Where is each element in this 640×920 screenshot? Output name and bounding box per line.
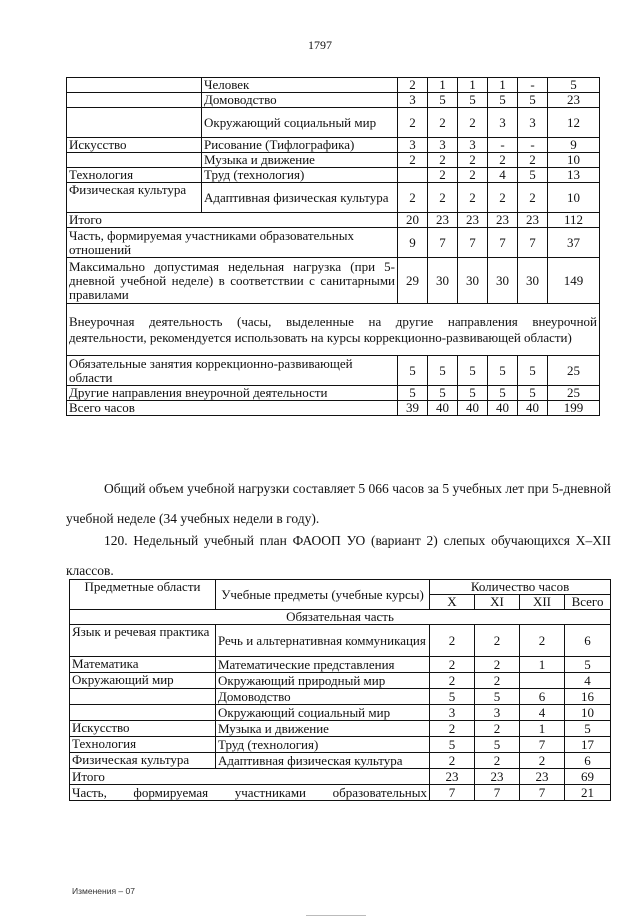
table-row (70, 737, 611, 753)
hours-cell: 2 (428, 168, 458, 183)
subject-area-cell: Окружающий мир (70, 673, 216, 689)
hours-cell: 2 (398, 108, 428, 138)
hours-cell: 40 (518, 401, 548, 416)
hours-cell: 30 (518, 258, 548, 304)
subject-cell: Рисование (Тифлографика) (202, 138, 398, 153)
plan-120-text: 120. Недельный учебный план ФАООП УО (вариант 2) слепых обучающихся X–XII классов. (66, 533, 611, 578)
hours-cell: 2 (520, 753, 565, 769)
subject-area-cell (70, 705, 216, 721)
table-row (70, 625, 611, 657)
mandatory-part-cell: Обязательная часть (70, 610, 611, 625)
grade-column-header: X (430, 595, 475, 610)
hours-cell: 2 (398, 153, 428, 168)
hours-cell: - (518, 138, 548, 153)
hours-cell: 21 (565, 785, 611, 801)
hours-cell: 40 (428, 401, 458, 416)
hours-cell: 5 (518, 168, 548, 183)
hours-cell: 10 (548, 153, 600, 168)
hours-cell: 5 (458, 356, 488, 386)
hours-cell: 5 (458, 386, 488, 401)
hours-cell: 5 (428, 356, 458, 386)
hours-cell: 5 (428, 386, 458, 401)
subject-cell: Музыка и движение (202, 153, 398, 168)
hours-cell: 3 (475, 705, 520, 721)
total-load-text: Общий объем учебной нагрузки составляет 5 066 часов за 5 учебных лет при 5-дневной учебной неделе (34 учебных недели в году). (66, 481, 611, 526)
hours-cell: 2 (430, 673, 475, 689)
page-number: 1797 (308, 38, 332, 52)
hours-cell: 2 (430, 625, 475, 657)
hours-cell: 6 (565, 753, 611, 769)
subject-area-cell: Физическая культура (70, 753, 216, 769)
hours-cell: 9 (398, 228, 428, 258)
hours-cell: 4 (565, 673, 611, 689)
hours-cell: 149 (548, 258, 600, 304)
hours-cell: 1 (520, 657, 565, 673)
table-row (70, 753, 611, 769)
hours-cell: 4 (488, 168, 518, 183)
subject-cell: Адаптивная физическая культура (202, 183, 398, 213)
subject-area-cell (67, 153, 202, 168)
hours-cell: 199 (548, 401, 600, 416)
hours-cell: 2 (458, 168, 488, 183)
hours-cell: 5 (488, 386, 518, 401)
hours-cell: 3 (458, 138, 488, 153)
hours-cell: 12 (548, 108, 600, 138)
hours-cell: 13 (548, 168, 600, 183)
hours-cell: 5 (430, 689, 475, 705)
hours-cell: 5 (565, 657, 611, 673)
hours-cell: 2 (428, 108, 458, 138)
hours-cell: 16 (565, 689, 611, 705)
subject-area-cell: Математика (70, 657, 216, 673)
study-plan-table-continued (66, 77, 600, 416)
itogo-row (67, 213, 600, 228)
hours-cell: 3 (518, 108, 548, 138)
hours-cell: 30 (458, 258, 488, 304)
table-row (70, 705, 611, 721)
subject-cell: Математические представления (216, 657, 430, 673)
hours-cell: 30 (488, 258, 518, 304)
plan-120-heading (66, 526, 611, 586)
hours-cell: 6 (520, 689, 565, 705)
hours-cell: 5 (518, 356, 548, 386)
table-row (67, 93, 600, 108)
hours-cell: 2 (520, 625, 565, 657)
total-load-paragraph (66, 474, 611, 534)
hours-cell: 5 (430, 737, 475, 753)
page-edge-mark (306, 915, 366, 920)
table-row (67, 108, 600, 138)
max-load-row (67, 258, 600, 304)
footer-note: Изменения – 07 (72, 886, 135, 896)
max-load-row-label: Максимально допустимая недельная нагрузка (при 5-дневной учебной неделе) в соответствии с санитарными правилами (67, 258, 398, 304)
hours-cell: 2 (518, 183, 548, 213)
hours-cell: 23 (548, 93, 600, 108)
hours-cell: 23 (430, 769, 475, 785)
subject-cell: Труд (технология) (202, 168, 398, 183)
subject-cell: Адаптивная физическая культура (216, 753, 430, 769)
extracurricular-row (67, 304, 600, 356)
table-row (67, 168, 600, 183)
hours-cell: 5 (398, 386, 428, 401)
hours-cell: 4 (520, 705, 565, 721)
hours-cell: 10 (548, 183, 600, 213)
hours-cell: 1 (428, 78, 458, 93)
table-row (70, 673, 611, 689)
hours-cell: 2 (398, 78, 428, 93)
other-directions-row-label: Другие направления внеурочной деятельности (67, 386, 398, 401)
hours-cell: 7 (520, 737, 565, 753)
hours-cell: 2 (488, 153, 518, 168)
hours-cell: 25 (548, 386, 600, 401)
hours-cell: 2 (518, 153, 548, 168)
header-row (70, 580, 611, 595)
hours-cell: 3 (428, 138, 458, 153)
hours-cell: - (518, 78, 548, 93)
subject-cell: Человек (202, 78, 398, 93)
other-directions-row (67, 386, 600, 401)
hours-cell (520, 673, 565, 689)
hours-cell: 6 (565, 625, 611, 657)
hours-cell: 2 (475, 673, 520, 689)
table-row (70, 721, 611, 737)
hours-cell: - (488, 138, 518, 153)
header-hours: Количество часов (430, 580, 611, 595)
hours-cell: 10 (565, 705, 611, 721)
hours-cell: 2 (430, 657, 475, 673)
subject-area-cell: Технология (70, 737, 216, 753)
hours-cell: 5 (518, 93, 548, 108)
hours-cell: 2 (488, 183, 518, 213)
grade-column-header: XI (475, 595, 520, 610)
table-row (67, 78, 600, 93)
subject-cell: Домоводство (202, 93, 398, 108)
extracurricular-cell: Внеурочная деятельность (часы, выделенные на другие направления внеурочной деятельности, рекомендуется использовать на курсы коррекционно-развивающей области) (67, 304, 600, 356)
mandatory-part-row (70, 610, 611, 625)
hours-cell: 1 (488, 78, 518, 93)
hours-cell: 23 (488, 213, 518, 228)
hours-cell: 2 (458, 153, 488, 168)
subject-area-cell: Язык и речевая практика (70, 625, 216, 657)
hours-cell: 2 (430, 753, 475, 769)
hours-cell: 69 (565, 769, 611, 785)
hours-cell: 7 (520, 785, 565, 801)
total-hours-row-label: Всего часов (67, 401, 398, 416)
hours-cell: 2 (475, 721, 520, 737)
hours-cell: 5 (475, 737, 520, 753)
mandatory-correction-row (67, 356, 600, 386)
header-areas: Предметные области (70, 580, 216, 610)
table-row (70, 657, 611, 673)
table-row (70, 689, 611, 705)
participants-part-row (67, 228, 600, 258)
hours-cell: 1 (458, 78, 488, 93)
hours-cell: 7 (458, 228, 488, 258)
hours-cell: 5 (518, 386, 548, 401)
hours-cell: 3 (430, 705, 475, 721)
hours-cell: 5 (565, 721, 611, 737)
hours-cell: 3 (488, 108, 518, 138)
hours-cell: 25 (548, 356, 600, 386)
hours-cell: 17 (565, 737, 611, 753)
participants-part-row-label: Часть, формируемая участниками образовательных отношений (67, 228, 398, 258)
hours-cell: 5 (428, 93, 458, 108)
itogo-row-label: Итого (67, 213, 398, 228)
itogo-row-label: Итого (70, 769, 430, 785)
grade-column-header: Всего (565, 595, 611, 610)
hours-cell: 2 (428, 183, 458, 213)
subject-cell: Речь и альтернативная коммуникация (216, 625, 430, 657)
hours-cell: 5 (458, 93, 488, 108)
hours-cell: 5 (398, 356, 428, 386)
hours-cell: 2 (398, 183, 428, 213)
hours-cell: 2 (458, 183, 488, 213)
hours-cell: 37 (548, 228, 600, 258)
subject-area-cell: Физическая культура (67, 183, 202, 213)
hours-cell (398, 168, 428, 183)
hours-cell: 7 (428, 228, 458, 258)
hours-cell: 2 (458, 108, 488, 138)
hours-cell: 39 (398, 401, 428, 416)
hours-cell: 7 (488, 228, 518, 258)
hours-cell: 2 (475, 625, 520, 657)
total-hours-row (67, 401, 600, 416)
hours-cell: 5 (548, 78, 600, 93)
participants-part-row (70, 785, 611, 801)
hours-cell: 3 (398, 93, 428, 108)
hours-cell: 5 (475, 689, 520, 705)
subject-cell: Домоводство (216, 689, 430, 705)
header-subjects: Учебные предметы (учебные курсы) (216, 580, 430, 610)
hours-cell: 2 (428, 153, 458, 168)
subject-area-cell: Технология (67, 168, 202, 183)
subject-cell: Музыка и движение (216, 721, 430, 737)
subject-cell: Окружающий природный мир (216, 673, 430, 689)
hours-cell: 40 (458, 401, 488, 416)
hours-cell: 20 (398, 213, 428, 228)
subject-area-cell (70, 689, 216, 705)
hours-cell: 7 (430, 785, 475, 801)
subject-area-cell (67, 93, 202, 108)
hours-cell: 40 (488, 401, 518, 416)
subject-area-cell: Искусство (67, 138, 202, 153)
study-plan-table-x-xii (69, 579, 611, 801)
hours-cell: 2 (475, 753, 520, 769)
hours-cell: 2 (475, 657, 520, 673)
hours-cell: 5 (488, 356, 518, 386)
subject-area-cell (67, 78, 202, 93)
table-row (67, 183, 600, 213)
hours-cell: 29 (398, 258, 428, 304)
subject-area-cell: Искусство (70, 721, 216, 737)
grade-column-header: XII (520, 595, 565, 610)
table-row (67, 153, 600, 168)
hours-cell: 5 (488, 93, 518, 108)
hours-cell: 30 (428, 258, 458, 304)
hours-cell: 23 (520, 769, 565, 785)
hours-cell: 2 (430, 721, 475, 737)
hours-cell: 7 (475, 785, 520, 801)
hours-cell: 112 (548, 213, 600, 228)
hours-cell: 1 (520, 721, 565, 737)
subject-cell: Окружающий социальный мир (216, 705, 430, 721)
hours-cell: 23 (428, 213, 458, 228)
subject-cell: Труд (технология) (216, 737, 430, 753)
hours-cell: 23 (518, 213, 548, 228)
subject-cell: Окружающий социальный мир (202, 108, 398, 138)
subject-area-cell (67, 108, 202, 138)
hours-cell: 23 (458, 213, 488, 228)
hours-cell: 3 (398, 138, 428, 153)
hours-cell: 23 (475, 769, 520, 785)
hours-cell: 9 (548, 138, 600, 153)
itogo-row (70, 769, 611, 785)
participants-part-row-label: Часть, формируемая участниками образовательных (70, 785, 430, 801)
mandatory-correction-row-label: Обязательные занятия коррекционно-развивающей области (67, 356, 398, 386)
hours-cell: 7 (518, 228, 548, 258)
table-row (67, 138, 600, 153)
